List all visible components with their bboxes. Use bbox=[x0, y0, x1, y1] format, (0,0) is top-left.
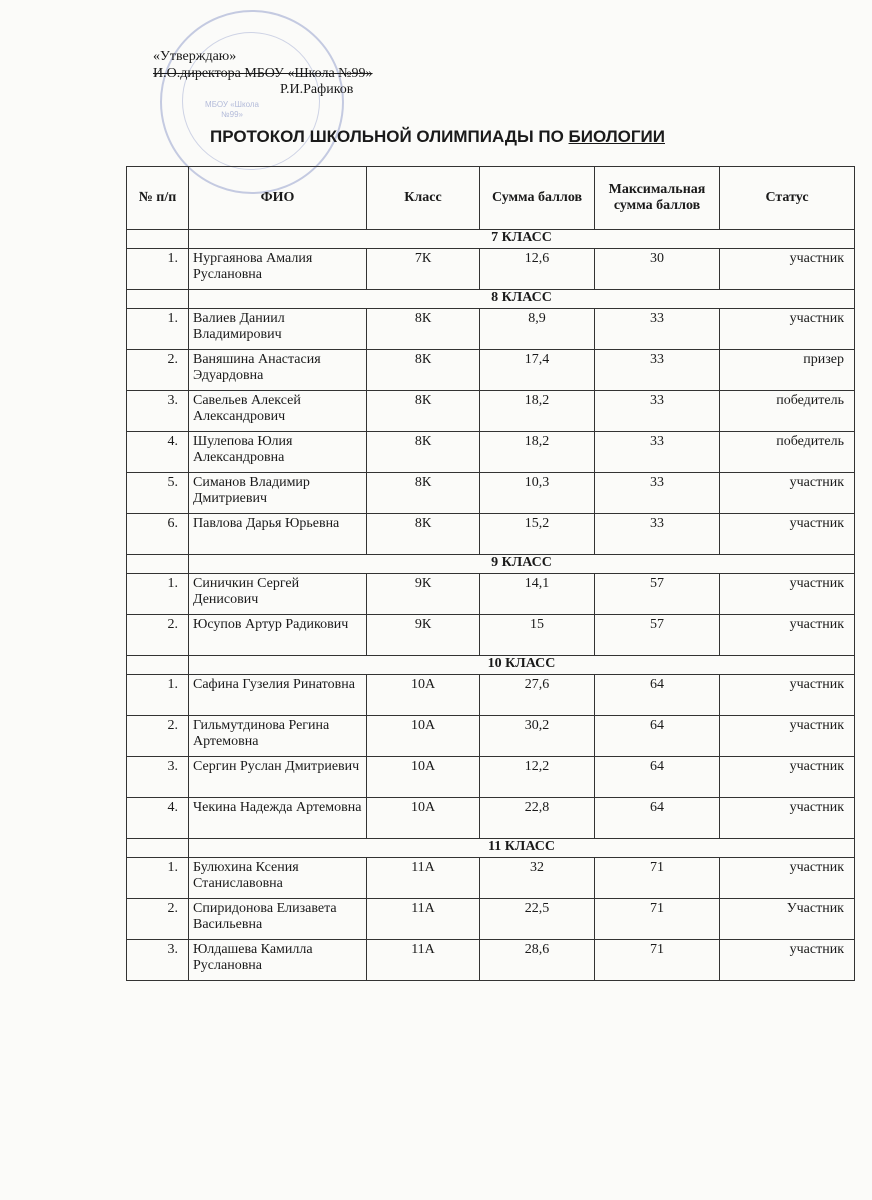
cell-class: 8К bbox=[367, 350, 480, 391]
cell-class: 7К bbox=[367, 249, 480, 290]
approval-signature-name: Р.И.Рафиков bbox=[280, 82, 354, 97]
cell-status: участник bbox=[720, 716, 855, 757]
cell-status: участник bbox=[720, 757, 855, 798]
cell-num: 2. bbox=[127, 899, 189, 940]
cell-fio: Павлова Дарья Юрьевна bbox=[189, 514, 367, 555]
approval-block bbox=[153, 49, 373, 99]
cell-max: 33 bbox=[595, 473, 720, 514]
approval-line-1: «Утверждаю» bbox=[153, 49, 237, 64]
cell-status: участник bbox=[720, 940, 855, 981]
section-title: 10 КЛАСС bbox=[189, 656, 855, 675]
cell-max: 71 bbox=[595, 899, 720, 940]
cell-max: 33 bbox=[595, 514, 720, 555]
cell-sum: 22,5 bbox=[480, 899, 595, 940]
cell-sum: 28,6 bbox=[480, 940, 595, 981]
table-row bbox=[127, 514, 855, 555]
cell-fio: Симанов Владимир Дмитриевич bbox=[189, 473, 367, 514]
cell-class: 10А bbox=[367, 798, 480, 839]
cell-max: 30 bbox=[595, 249, 720, 290]
table-row bbox=[127, 432, 855, 473]
cell-num: 6. bbox=[127, 514, 189, 555]
cell-class: 11А bbox=[367, 899, 480, 940]
stamp-text: МБОУ «Школа №99» bbox=[205, 100, 259, 119]
cell-status: победитель bbox=[720, 432, 855, 473]
table-row bbox=[127, 757, 855, 798]
cell-num: 1. bbox=[127, 574, 189, 615]
header-fio: ФИО bbox=[189, 167, 367, 230]
cell-class: 8К bbox=[367, 432, 480, 473]
cell-sum: 8,9 bbox=[480, 309, 595, 350]
cell-max: 57 bbox=[595, 615, 720, 656]
cell-fio: Нургаянова Амалия Руслановна bbox=[189, 249, 367, 290]
section-row bbox=[127, 656, 855, 675]
section-spacer bbox=[127, 230, 189, 249]
table-row bbox=[127, 675, 855, 716]
cell-sum: 15 bbox=[480, 615, 595, 656]
cell-status: Участник bbox=[720, 899, 855, 940]
cell-max: 33 bbox=[595, 391, 720, 432]
table-row bbox=[127, 309, 855, 350]
cell-sum: 18,2 bbox=[480, 432, 595, 473]
cell-status: участник bbox=[720, 574, 855, 615]
title-prefix: ПРОТОКОЛ ШКОЛЬНОЙ ОЛИМПИАДЫ ПО bbox=[210, 127, 569, 146]
cell-num: 3. bbox=[127, 940, 189, 981]
cell-class: 8К bbox=[367, 514, 480, 555]
cell-sum: 12,2 bbox=[480, 757, 595, 798]
table-row bbox=[127, 574, 855, 615]
cell-class: 8К bbox=[367, 473, 480, 514]
cell-max: 71 bbox=[595, 940, 720, 981]
cell-num: 4. bbox=[127, 798, 189, 839]
cell-status: участник bbox=[720, 473, 855, 514]
title-subject: БИОЛОГИИ bbox=[568, 127, 665, 146]
cell-class: 10А bbox=[367, 716, 480, 757]
cell-status: участник bbox=[720, 858, 855, 899]
cell-fio: Савельев Алексей Александрович bbox=[189, 391, 367, 432]
cell-max: 64 bbox=[595, 716, 720, 757]
table-body bbox=[127, 230, 855, 981]
cell-sum: 10,3 bbox=[480, 473, 595, 514]
table-row bbox=[127, 615, 855, 656]
cell-status: участник bbox=[720, 675, 855, 716]
cell-sum: 14,1 bbox=[480, 574, 595, 615]
cell-max: 64 bbox=[595, 757, 720, 798]
cell-class: 8К bbox=[367, 309, 480, 350]
cell-max: 33 bbox=[595, 350, 720, 391]
cell-num: 3. bbox=[127, 391, 189, 432]
cell-num: 1. bbox=[127, 249, 189, 290]
section-spacer bbox=[127, 656, 189, 675]
section-title: 7 КЛАСС bbox=[189, 230, 855, 249]
table-row bbox=[127, 249, 855, 290]
section-title: 9 КЛАСС bbox=[189, 555, 855, 574]
cell-fio: Валиев Даниил Владимирович bbox=[189, 309, 367, 350]
section-row bbox=[127, 555, 855, 574]
cell-fio: Сергин Руслан Дмитриевич bbox=[189, 757, 367, 798]
table-row bbox=[127, 858, 855, 899]
section-spacer bbox=[127, 555, 189, 574]
section-spacer bbox=[127, 290, 189, 309]
cell-sum: 30,2 bbox=[480, 716, 595, 757]
cell-status: участник bbox=[720, 615, 855, 656]
cell-num: 1. bbox=[127, 309, 189, 350]
cell-num: 2. bbox=[127, 350, 189, 391]
cell-fio: Ваняшина Анастасия Эдуардовна bbox=[189, 350, 367, 391]
cell-fio: Сафина Гузелия Ринатовна bbox=[189, 675, 367, 716]
table-row bbox=[127, 716, 855, 757]
cell-sum: 32 bbox=[480, 858, 595, 899]
cell-max: 33 bbox=[595, 432, 720, 473]
cell-fio: Чекина Надежда Артемовна bbox=[189, 798, 367, 839]
header-status: Статус bbox=[720, 167, 855, 230]
cell-max: 57 bbox=[595, 574, 720, 615]
cell-fio: Гильмутдинова Регина Артемовна bbox=[189, 716, 367, 757]
table-header-row bbox=[127, 167, 855, 230]
cell-num: 2. bbox=[127, 615, 189, 656]
section-title: 11 КЛАСС bbox=[189, 839, 855, 858]
header-max: Максимальная сумма баллов bbox=[595, 167, 720, 230]
cell-status: участник bbox=[720, 309, 855, 350]
table-row bbox=[127, 940, 855, 981]
table-row bbox=[127, 473, 855, 514]
cell-num: 2. bbox=[127, 716, 189, 757]
cell-sum: 18,2 bbox=[480, 391, 595, 432]
cell-fio: Шулепова Юлия Александровна bbox=[189, 432, 367, 473]
page-title bbox=[210, 127, 665, 147]
cell-sum: 27,6 bbox=[480, 675, 595, 716]
section-row bbox=[127, 290, 855, 309]
section-row bbox=[127, 230, 855, 249]
cell-sum: 17,4 bbox=[480, 350, 595, 391]
cell-fio: Спиридонова Елизавета Васильевна bbox=[189, 899, 367, 940]
cell-fio: Синичкин Сергей Денисович bbox=[189, 574, 367, 615]
results-table bbox=[126, 166, 855, 981]
cell-num: 5. bbox=[127, 473, 189, 514]
header-class: Класс bbox=[367, 167, 480, 230]
cell-fio: Булюхина Ксения Станиславовна bbox=[189, 858, 367, 899]
approval-line-2: И.О.директора МБОУ «Школа №99» bbox=[153, 65, 373, 81]
cell-fio: Юсупов Артур Радикович bbox=[189, 615, 367, 656]
cell-fio: Юлдашева Камилла Руслановна bbox=[189, 940, 367, 981]
table-row bbox=[127, 391, 855, 432]
cell-status: участник bbox=[720, 514, 855, 555]
section-row bbox=[127, 839, 855, 858]
cell-status: участник bbox=[720, 249, 855, 290]
cell-class: 11А bbox=[367, 858, 480, 899]
cell-status: победитель bbox=[720, 391, 855, 432]
cell-class: 10А bbox=[367, 757, 480, 798]
section-spacer bbox=[127, 839, 189, 858]
cell-class: 10А bbox=[367, 675, 480, 716]
table-row bbox=[127, 899, 855, 940]
cell-num: 3. bbox=[127, 757, 189, 798]
cell-class: 11А bbox=[367, 940, 480, 981]
cell-num: 1. bbox=[127, 858, 189, 899]
cell-num: 1. bbox=[127, 675, 189, 716]
section-title: 8 КЛАСС bbox=[189, 290, 855, 309]
table-row bbox=[127, 350, 855, 391]
cell-sum: 22,8 bbox=[480, 798, 595, 839]
cell-class: 9К bbox=[367, 615, 480, 656]
cell-max: 71 bbox=[595, 858, 720, 899]
cell-num: 4. bbox=[127, 432, 189, 473]
cell-sum: 15,2 bbox=[480, 514, 595, 555]
cell-sum: 12,6 bbox=[480, 249, 595, 290]
header-sum: Сумма баллов bbox=[480, 167, 595, 230]
cell-status: участник bbox=[720, 798, 855, 839]
header-num: № п/п bbox=[127, 167, 189, 230]
cell-max: 33 bbox=[595, 309, 720, 350]
cell-max: 64 bbox=[595, 675, 720, 716]
cell-max: 64 bbox=[595, 798, 720, 839]
cell-status: призер bbox=[720, 350, 855, 391]
table-row bbox=[127, 798, 855, 839]
cell-class: 9К bbox=[367, 574, 480, 615]
cell-class: 8К bbox=[367, 391, 480, 432]
